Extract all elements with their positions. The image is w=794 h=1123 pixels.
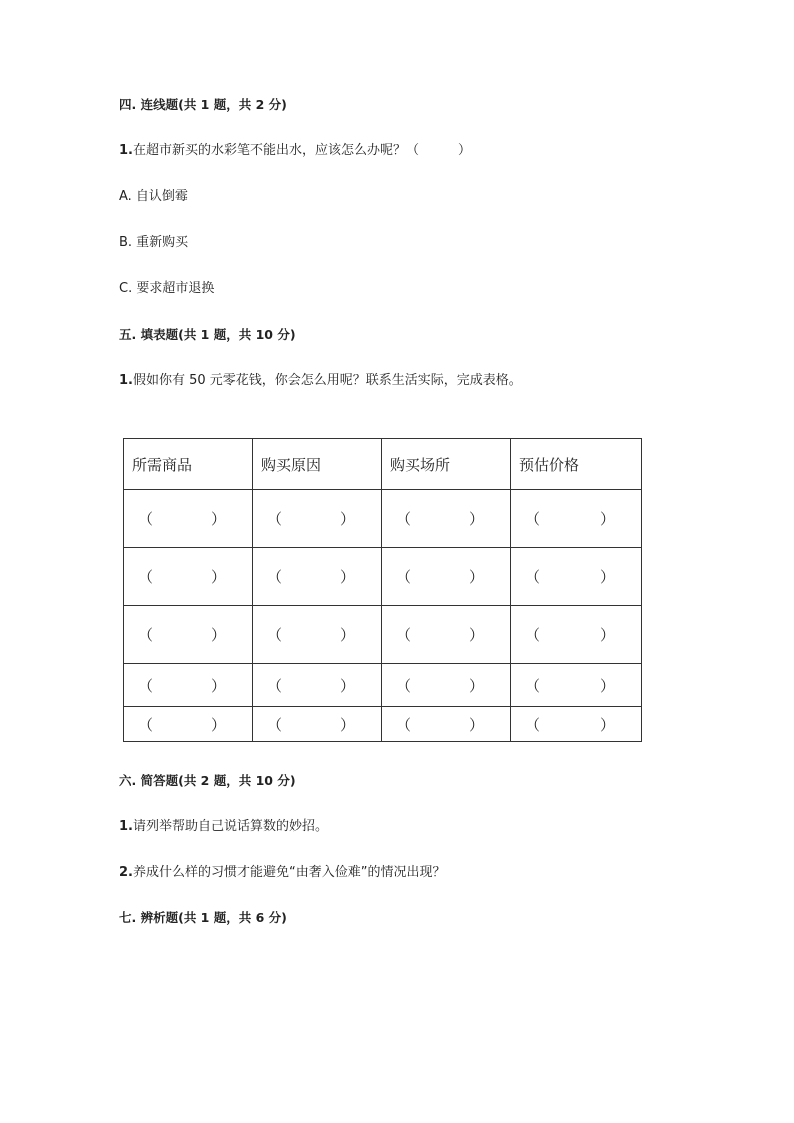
answer-cell[interactable] xyxy=(511,664,642,707)
answer-blank xyxy=(124,714,252,735)
answer-cell[interactable] xyxy=(511,707,642,742)
answer-cell[interactable] xyxy=(124,664,253,707)
section-4-heading: 四. 连线题(共 1 题，共 2 分) xyxy=(119,97,287,112)
open-paren: （ xyxy=(525,626,541,644)
open-paren: （ xyxy=(525,510,541,528)
answer-blank xyxy=(382,566,510,587)
table-row xyxy=(124,707,642,742)
question-text: 养成什么样的习惯才能避免“由奢入俭难”的情况出现？ xyxy=(132,865,446,880)
column-header: 所需商品 xyxy=(124,439,253,490)
close-paren: ） xyxy=(599,676,615,695)
close-paren: ） xyxy=(468,626,484,644)
answer-blank xyxy=(382,675,510,696)
open-paren: （ xyxy=(396,626,412,644)
close-paren: ） xyxy=(339,676,355,695)
open-paren: （ xyxy=(525,715,541,734)
close-paren: ） xyxy=(339,626,355,644)
option-a: A. 自认倒霉 xyxy=(119,189,188,204)
close-paren: ） xyxy=(468,715,484,734)
open-paren: （ xyxy=(396,568,412,586)
answer-blank xyxy=(382,714,510,735)
open-paren: （ xyxy=(525,676,541,695)
answer-blank xyxy=(124,566,252,587)
answer-cell[interactable] xyxy=(253,664,382,707)
answer-blank xyxy=(253,714,381,735)
open-paren: （ xyxy=(396,676,412,695)
close-paren: ） xyxy=(210,715,226,734)
open-paren: （ xyxy=(267,568,283,586)
open-paren: （ xyxy=(396,715,412,734)
close-paren: ） xyxy=(468,676,484,695)
question-text: 请列举帮助自己说话算数的妙招。 xyxy=(132,819,328,834)
answer-blank xyxy=(511,624,641,645)
table-row xyxy=(124,548,642,606)
answer-cell[interactable] xyxy=(382,490,511,548)
close-paren: ） xyxy=(210,568,226,586)
answer-cell[interactable] xyxy=(124,606,253,664)
question-text: 在超市新买的水彩笔不能出水，应该怎么办呢？（ ） xyxy=(132,143,471,158)
close-paren: ） xyxy=(599,510,615,528)
question-text: 假如你有 50 元零花钱，你会怎么用呢？联系生活实际，完成表格。 xyxy=(132,373,522,388)
section-7-heading: 七. 辨析题(共 1 题，共 6 分) xyxy=(119,910,287,925)
open-paren: （ xyxy=(267,715,283,734)
answer-blank xyxy=(253,675,381,696)
open-paren: （ xyxy=(138,676,154,695)
section-6-heading: 六. 简答题(共 2 题，共 10 分) xyxy=(119,773,296,788)
answer-cell[interactable] xyxy=(253,548,382,606)
close-paren: ） xyxy=(468,510,484,528)
question-number: 1. xyxy=(119,143,133,158)
answer-blank xyxy=(253,508,381,529)
answer-cell[interactable] xyxy=(124,707,253,742)
answer-cell[interactable] xyxy=(382,606,511,664)
answer-cell[interactable] xyxy=(382,707,511,742)
close-paren: ） xyxy=(210,510,226,528)
question-6-2 xyxy=(119,864,445,882)
answer-blank xyxy=(253,624,381,645)
question-number: 1. xyxy=(119,819,133,834)
open-paren: （ xyxy=(138,568,154,586)
open-paren: （ xyxy=(396,510,412,528)
table-row xyxy=(124,664,642,707)
table-header-row xyxy=(124,439,642,490)
close-paren: ） xyxy=(599,568,615,586)
answer-blank xyxy=(511,566,641,587)
answer-cell[interactable] xyxy=(253,606,382,664)
column-header: 购买场所 xyxy=(382,439,511,490)
answer-blank xyxy=(382,624,510,645)
column-header: 购买原因 xyxy=(253,439,382,490)
close-paren: ） xyxy=(599,626,615,644)
open-paren: （ xyxy=(138,510,154,528)
table-row xyxy=(124,606,642,664)
open-paren: （ xyxy=(138,626,154,644)
answer-blank xyxy=(511,508,641,529)
close-paren: ） xyxy=(210,626,226,644)
answer-blank xyxy=(511,675,641,696)
answer-cell[interactable] xyxy=(511,606,642,664)
option-b: B. 重新购买 xyxy=(119,235,189,250)
question-5-1 xyxy=(119,372,522,390)
question-6-1 xyxy=(119,818,328,836)
answer-blank xyxy=(511,714,641,735)
answer-blank xyxy=(124,675,252,696)
open-paren: （ xyxy=(267,626,283,644)
answer-cell[interactable] xyxy=(511,548,642,606)
question-number: 2. xyxy=(119,865,133,880)
answer-blank xyxy=(124,508,252,529)
open-paren: （ xyxy=(267,676,283,695)
close-paren: ） xyxy=(339,715,355,734)
option-c: C. 要求超市退换 xyxy=(119,281,215,296)
table-body xyxy=(124,490,642,742)
answer-cell[interactable] xyxy=(382,548,511,606)
answer-cell[interactable] xyxy=(124,548,253,606)
question-4-1 xyxy=(119,142,471,160)
table-row xyxy=(124,490,642,548)
answer-cell[interactable] xyxy=(511,490,642,548)
section-5-heading: 五. 填表题(共 1 题，共 10 分) xyxy=(119,327,296,342)
answer-cell[interactable] xyxy=(253,707,382,742)
close-paren: ） xyxy=(599,715,615,734)
question-number: 1. xyxy=(119,373,133,388)
answer-cell[interactable] xyxy=(382,664,511,707)
column-header: 预估价格 xyxy=(511,439,642,490)
open-paren: （ xyxy=(267,510,283,528)
answer-cell[interactable] xyxy=(253,490,382,548)
answer-cell[interactable] xyxy=(124,490,253,548)
open-paren: （ xyxy=(138,715,154,734)
fill-in-table xyxy=(123,438,642,742)
answer-blank xyxy=(124,624,252,645)
close-paren: ） xyxy=(210,676,226,695)
close-paren: ） xyxy=(339,510,355,528)
close-paren: ） xyxy=(468,568,484,586)
answer-blank xyxy=(253,566,381,587)
close-paren: ） xyxy=(339,568,355,586)
answer-blank xyxy=(382,508,510,529)
open-paren: （ xyxy=(525,568,541,586)
